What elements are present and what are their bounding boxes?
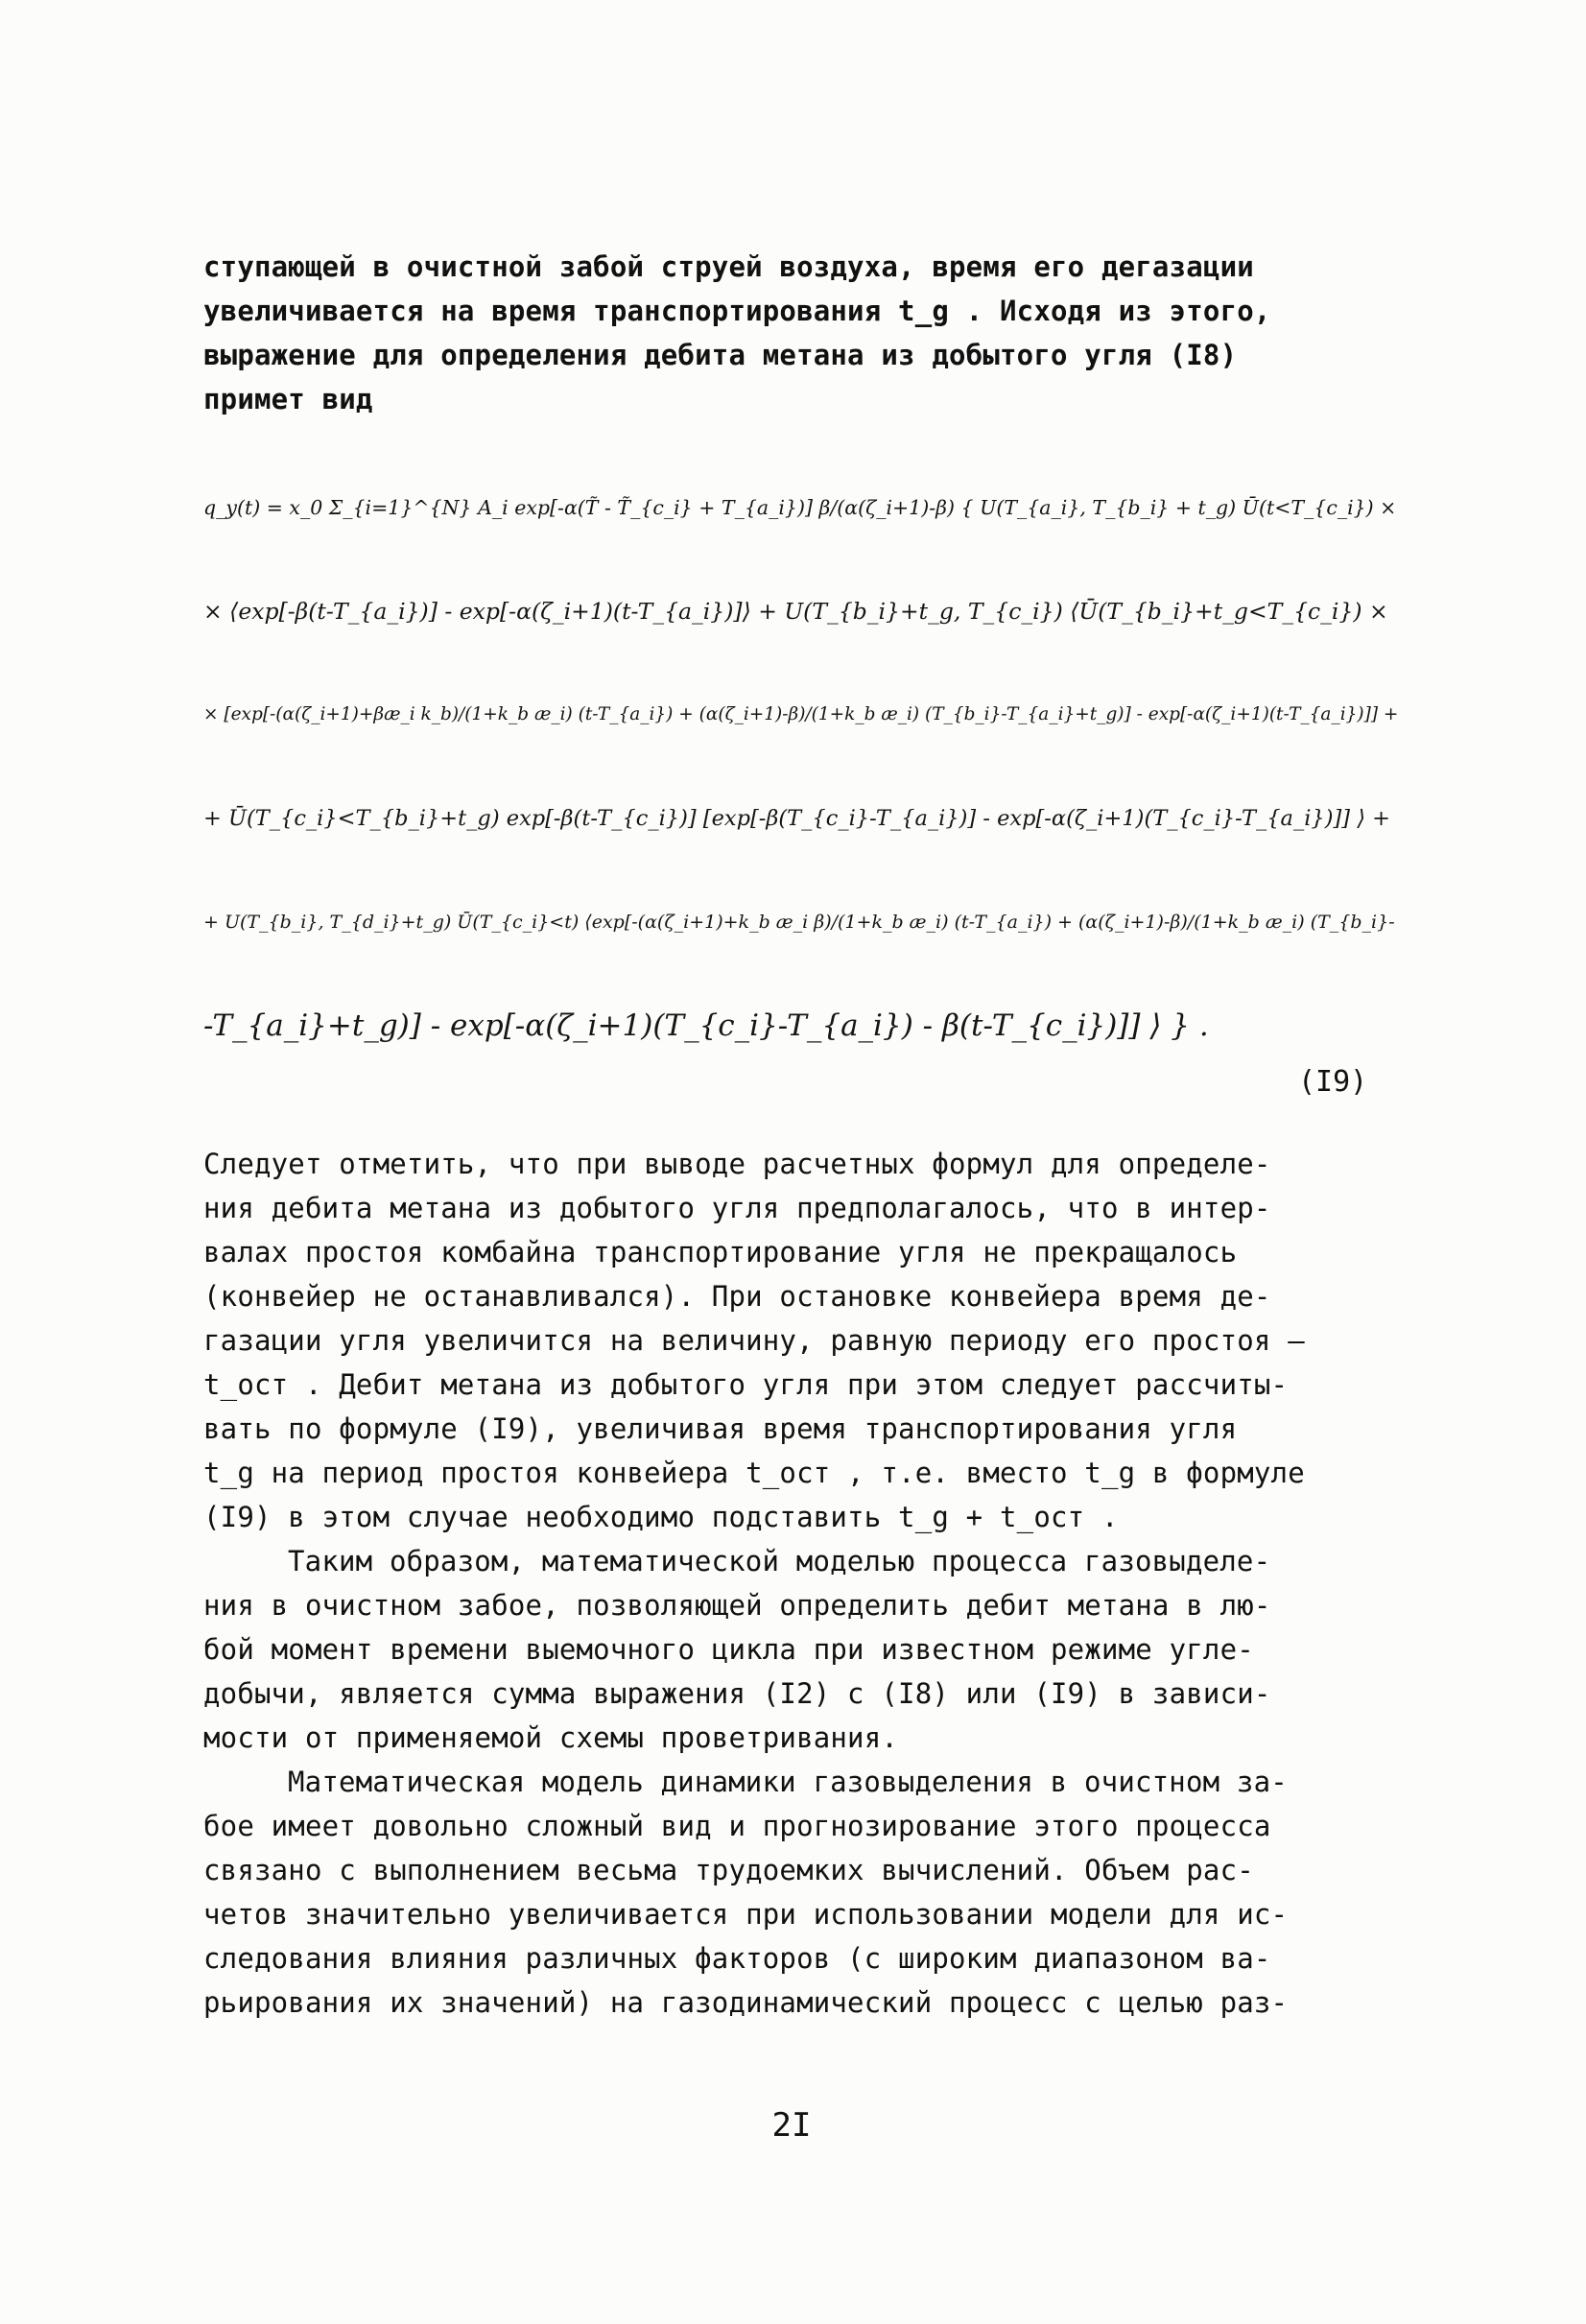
body-line: Математическая модель динамики газовыделения в очистном за- <box>288 1766 1288 1798</box>
body-line: бое имеет довольно сложный вид и прогнозирование этого процесса <box>203 1810 1271 1842</box>
body-line: ния дебита метана из добытого угля предполагалось, что в интер- <box>203 1192 1271 1224</box>
intro-line-4: примет вид <box>203 383 373 415</box>
body-line: (конвейер не останавливался). При остановке конвейера время де- <box>203 1280 1271 1313</box>
body-line: газации угля увеличится на величину, равную периоду его простоя – <box>203 1324 1305 1357</box>
body-line: t_g на период простоя конвейера t_ост , т.е. вместо t_g в формуле <box>203 1457 1305 1489</box>
body-line: рьирования их значений) на газодинамический процесс с целью раз- <box>203 1986 1289 2019</box>
equation-line-5: + U(T_{b_i}, T_{d_i}+t_g) Ū(T_{c_i}<t) ⟨exp[-(α(ζ_i+1)+k_b æ_i β)/(1+k_b æ_i) (t-T_{a_i}) + (α(ζ_i+1)-β)/(1+k_b æ_i) (T_{b_i}- <box>203 912 1395 933</box>
body-line: связано с выполнением весьма трудоемких вычислений. Объем рас- <box>203 1854 1254 1886</box>
body-paragraph-3 <box>203 1760 1374 2025</box>
body-line: Таким образом, математической моделью процесса газовыделе- <box>288 1545 1271 1577</box>
body-line: следования влияния различных факторов (с широким диапазоном ва- <box>203 1942 1271 1975</box>
page-number: 2I <box>771 2106 812 2145</box>
equation-line-3: × [exp[-(α(ζ_i+1)+βæ_i k_b)/(1+k_b æ_i) (t-T_{a_i}) + (α(ζ_i+1)-β)/(1+k_b æ_i) (T_{b_i}-T_{a_i}+t_g)] - exp[-α(ζ_i+1)(t-T_{a_i})]] + <box>203 704 1399 724</box>
body-line: добычи, является сумма выражения (I2) с (I8) или (I9) в зависи- <box>203 1677 1271 1710</box>
equation-number: (I9) <box>1298 1065 1368 1099</box>
body-line: мости от применяемой схемы проветривания. <box>203 1721 899 1754</box>
body-line: валах простоя комбайна транспортирование угля не прекращалось <box>203 1236 1238 1269</box>
body-line: ния в очистном забое, позволяющей определить дебит метана в лю- <box>203 1589 1271 1622</box>
equation-line-1: q_y(t) = x_0 Σ_{i=1}^{N} A_i exp[-α(T̃ - T̃_{c_i} + T_{a_i})] β/(α(ζ_i+1)-β) { U(T_{a_i}, T_{b_i} + t_g) Ū(t<T_{c_i}) × <box>203 496 1397 519</box>
intro-paragraph <box>203 245 1374 421</box>
body-line: четов значительно увеличивается при использовании модели для ис- <box>203 1898 1289 1931</box>
body-line: бой момент времени выемочного цикла при известном режиме угле- <box>203 1633 1254 1666</box>
equation-line-4: + Ū(T_{c_i}<T_{b_i}+t_g) exp[-β(t-T_{c_i})] [exp[-β(T_{c_i}-T_{a_i})] - exp[-α(ζ_i+1)(T_{c_i}-T_{a_i})]] ⟩ + <box>203 806 1390 831</box>
equation-line-6: -T_{a_i}+t_g)] - exp[-α(ζ_i+1)(T_{c_i}-T_{a_i}) - β(t-T_{c_i})]] ⟩ } . <box>203 1008 1209 1043</box>
equation-line-2: × ⟨exp[-β(t-T_{a_i})] - exp[-α(ζ_i+1)(t-T_{a_i})]⟩ + U(T_{b_i}+t_g, T_{c_i}) ⟨Ū(T_{b_i}+t_g<T_{c_i}) × <box>203 598 1388 625</box>
body-line: вать по формуле (I9), увеличивая время транспортирования угля <box>203 1412 1238 1445</box>
equation-19 <box>203 456 1403 1078</box>
body-line: t_ост . Дебит метана из добытого угля при этом следует рассчиты- <box>203 1368 1289 1401</box>
body-line: Следует отметить, что при выводе расчетных формул для определе- <box>203 1148 1271 1180</box>
body-paragraph-1 <box>203 1142 1374 1539</box>
intro-line-3: выражение для определения дебита метана из добытого угля (I8) <box>203 339 1238 371</box>
intro-line-2: увеличивается на время транспортирования t_g . Исходя из этого, <box>203 295 1271 327</box>
body-paragraph-2 <box>203 1539 1374 1760</box>
intro-line-1: ступающей в очистной забой струей воздуха, время его дегазации <box>203 250 1254 283</box>
body-line: (I9) в этом случае необходимо подставить t_g + t_ост . <box>203 1501 1119 1533</box>
